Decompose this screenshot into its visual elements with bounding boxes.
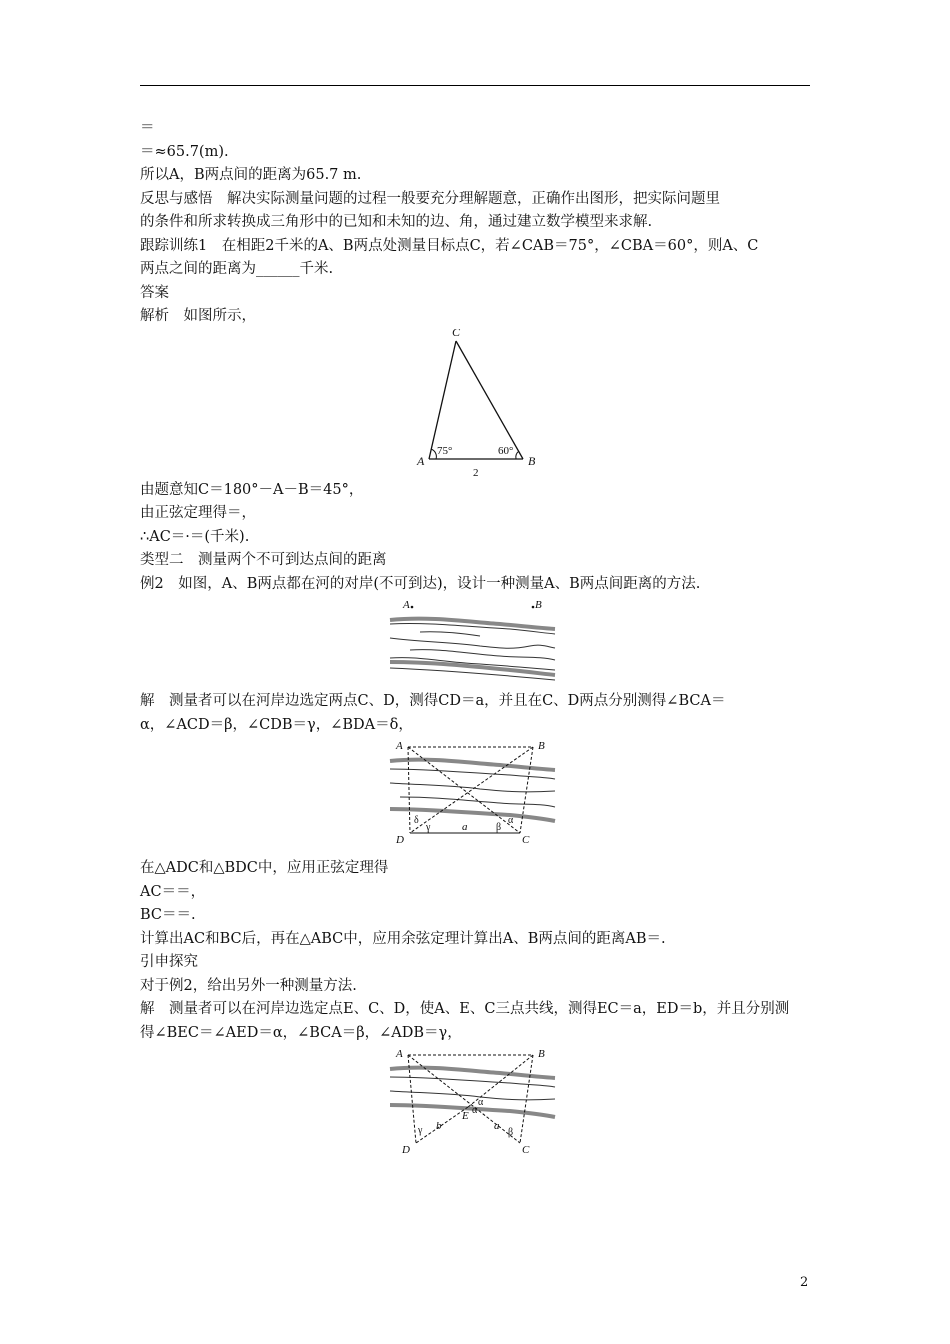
side-bc [456,341,523,459]
page-content [140,117,812,1165]
text-line: 答案 [140,284,169,301]
point-a [411,606,414,609]
text-block-d [140,857,812,1045]
river-flow-1 [420,632,480,636]
text-line: 计算出AC和BC后，再在△ABC中，应用余弦定理计算出A、B两点间的距离AB＝. [140,930,666,947]
label-a: A [396,1048,403,1060]
label-b: B [538,740,545,752]
text-line: BC＝＝. [140,907,196,923]
river-flow-3 [410,650,555,660]
label-angle-b: 60° [498,444,514,457]
page-number: 2 [800,1275,809,1290]
text-line: 的条件和所求转换成三角形中的已知和未知的边、角，通过建立数学模型来求解. [140,214,653,230]
text-line: α，∠ACD＝β，∠CDB＝γ，∠BDA＝δ， [140,716,413,733]
label-b: B [538,1048,545,1060]
text-line: 反思与感悟 解决实际测量问题的过程一般要充分理解题意，正确作出图形，把实际问题里 [140,190,720,207]
label-alpha-1: α [478,1097,484,1108]
flow-3 [400,797,555,807]
angle-arc-a [431,449,436,459]
flow-1 [390,1077,555,1087]
text-line: 类型二 测量两个不可到达点间的距离 [140,552,387,568]
text-line: 由正弦定理得＝， [140,505,256,521]
river-figure [140,596,812,690]
label-side-ab: 2 [473,466,479,479]
text-line: 由题意知C＝180°－A－B＝45°， [140,481,364,498]
label-a: A [403,599,410,611]
label-a: A [417,453,425,468]
text-line: 解 测量者可以在河岸边选定点E、C、D，使A、E、C三点共线，测得EC＝a，ED＝b，并且分别测 [140,1001,790,1017]
text-line: 跟踪训练1 在相距2千米的A、B两点处测量目标点C，若∠CAB＝75°，∠CBA＝60°，则A、C [140,237,759,254]
label-d: D [402,1144,410,1156]
label-delta: δ [414,815,419,826]
text-block-a [140,117,812,329]
label-b: B [528,453,536,468]
triangle-figure [140,329,812,479]
flow-1 [390,769,555,779]
label-gamma: γ [426,822,431,833]
measurement-figure-2 [140,1045,812,1165]
text-line: 在△ADC和△BDC中，应用正弦定理得 [140,860,389,876]
text-line: 解 测量者可以在河岸边选定两点C、D，测得CD＝a，并且在C、D两点分别测得∠BCA＝ [140,693,726,709]
text-line: 解析 如图所示， [140,308,256,324]
label-side-a: a [462,821,468,833]
label-e: E [462,1110,469,1122]
label-angle-a: 75° [437,444,453,457]
measurement-figure-1 [140,737,812,857]
flow-2 [390,783,555,792]
label-beta: β [496,822,502,833]
text-line: 得∠BEC＝∠AED＝α，∠BCA＝β，∠ADB＝γ， [140,1024,462,1041]
label-d: D [396,834,404,846]
measurement-svg-2 [140,1045,812,1165]
text-line: 所以A，B两点间的距离为65.7 m. [140,167,362,183]
line-bc [520,747,533,833]
text-block-b [140,479,812,597]
header-rule [140,85,810,86]
river-svg [140,596,812,690]
label-a: A [396,740,403,752]
line-bc [520,1055,533,1143]
label-c: C [452,328,461,339]
point-b [532,606,535,609]
label-alpha: α [508,815,514,826]
label-alpha-2: α [472,1105,478,1116]
text-block-c [140,690,812,737]
measurement-svg-1 [140,737,812,857]
label-side-a: a [494,1120,500,1132]
flow-2 [390,1091,555,1100]
side-ac [429,341,456,459]
label-c: C [522,834,530,846]
text-line: ＝ [140,120,155,136]
text-line: 对于例2，给出另外一种测量方法. [140,977,357,994]
text-line: ∴AC＝·＝(千米). [140,528,250,545]
triangle-svg [140,329,812,479]
text-line: 引申探究 [140,954,198,970]
text-line: 例2 如图，A、B两点都在河的对岸(不可到达)，设计一种测量A、B两点间距离的方法. [140,575,701,592]
label-beta: β [508,1127,514,1138]
label-b: B [535,599,542,611]
label-side-b: b [436,1120,442,1132]
river-flow-2 [390,638,555,648]
label-gamma: γ [418,1125,423,1136]
text-line: ＝≈65.7(m). [140,143,229,160]
text-line: AC＝＝， [140,883,206,900]
text-line: 两点之间的距离为______千米. [140,261,334,277]
label-c: C [522,1144,530,1156]
